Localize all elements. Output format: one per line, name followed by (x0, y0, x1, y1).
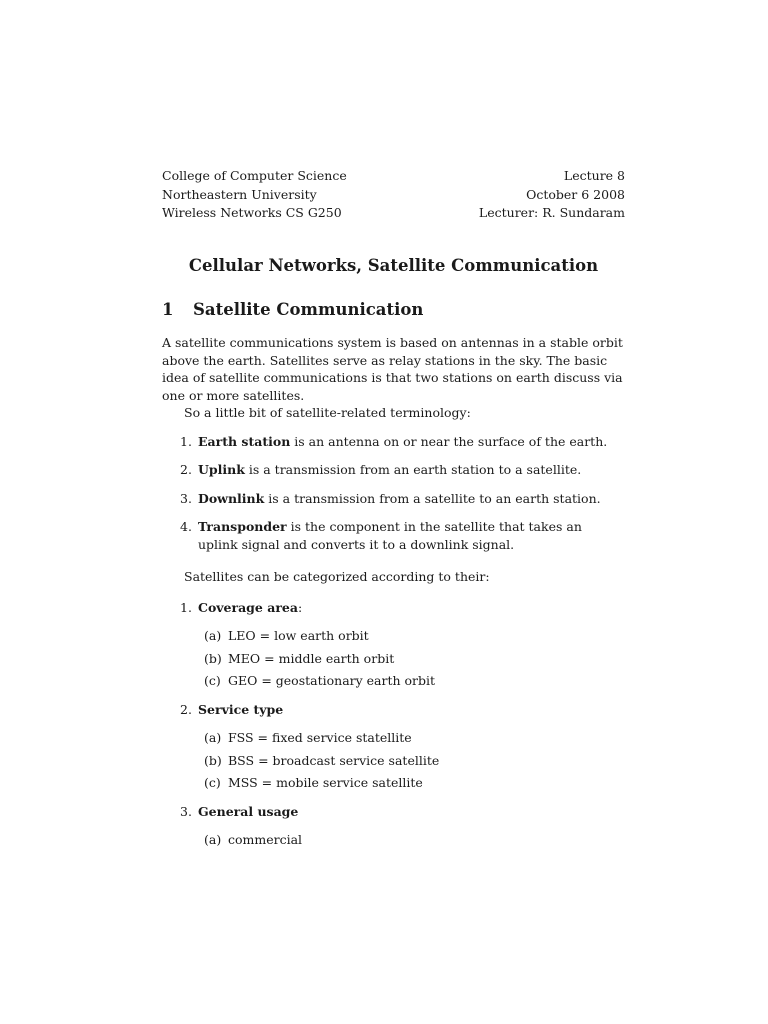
lecture-header (162, 167, 625, 223)
category-item (162, 701, 625, 792)
header-university: Northeastern University (162, 186, 317, 202)
sublist-marker: (b) (204, 650, 222, 666)
term-definition: is an antenna on or near the surface of the earth. (290, 433, 608, 449)
sublist-text: FSS = fixed service statellite (228, 730, 412, 745)
category-label: Service type (198, 701, 284, 717)
header-college: College of Computer Science (162, 168, 347, 183)
list-item (162, 518, 625, 553)
category-item (162, 803, 625, 849)
coverage-area-sublist (198, 627, 625, 690)
list-marker: 3. (180, 490, 192, 506)
sublist-text: BSS = broadcast service satellite (228, 752, 440, 768)
header-lecture-number: Lecture 8 (563, 168, 625, 183)
term-definition: is a transmission from a satellite to an earth station. (264, 490, 601, 506)
header-lecturer: Lecturer: R. Sundaram (478, 205, 625, 220)
list-marker: 4. (180, 519, 192, 534)
term-label: Earth station (198, 433, 291, 449)
list-marker: 3. (180, 803, 192, 819)
sublist-marker: (a) (204, 730, 222, 745)
sublist-text: MSS = mobile service satellite (228, 775, 423, 790)
sublist-text: GEO = geostationary earth orbit (228, 673, 436, 688)
term-definition: is a transmission from an earth station to a satellite. (244, 462, 582, 477)
section-heading (162, 299, 625, 321)
terminology-list (162, 433, 625, 554)
terminology-intro: So a little bit of satellite-related terminology: (184, 405, 471, 420)
sublist-marker: (c) (204, 673, 221, 688)
header-right (479, 167, 625, 223)
sublist-text: commercial (228, 832, 303, 847)
sublist-item (162, 774, 625, 792)
category-label: Coverage area (198, 599, 298, 615)
list-marker: 2. (180, 701, 192, 717)
term-definition: is the component in the satellite that takes an uplink signal and converts it to a downlink signal. (198, 519, 582, 552)
document-title: Cellular Networks, Satellite Communication (188, 256, 599, 275)
intro-paragraph: A satellite communications system is based on antennas in a stable orbit above the earth. Satellites serve as relay stations in the sky. The basic idea of satellite communications is that two stations on earth discuss via one or more satellites. (162, 335, 623, 403)
header-date: October 6 2008 (526, 186, 625, 202)
section-title: Satellite Communication (193, 300, 424, 319)
header-left (162, 167, 347, 223)
sublist-item (162, 627, 625, 645)
section-number: 1 (162, 300, 174, 319)
sublist-item (162, 650, 625, 668)
category-item (162, 599, 625, 690)
general-usage-sublist (198, 831, 625, 849)
sublist-text: MEO = middle earth orbit (228, 650, 395, 666)
service-type-sublist (198, 729, 625, 792)
category-suffix: : (297, 599, 303, 615)
sublist-item (162, 729, 625, 747)
term-label: Uplink (198, 462, 245, 477)
sublist-marker: (a) (204, 832, 222, 847)
term-label: Downlink (198, 490, 265, 506)
sublist-text: LEO = low earth orbit (228, 628, 369, 643)
document-page (162, 0, 625, 1024)
list-marker: 1. (180, 433, 192, 449)
sublist-item (162, 752, 625, 770)
list-marker: 2. (180, 462, 192, 477)
list-marker: 1. (180, 599, 192, 615)
categories-intro: Satellites can be categorized according to their: (184, 569, 490, 584)
list-item (162, 490, 625, 508)
sublist-marker: (b) (204, 752, 222, 768)
sublist-item (162, 831, 625, 849)
list-item (162, 433, 625, 451)
sublist-marker: (c) (204, 775, 221, 790)
document-body (162, 334, 625, 849)
header-course: Wireless Networks CS G250 (162, 205, 342, 220)
sublist-marker: (a) (204, 628, 222, 643)
term-label: Transponder (198, 519, 287, 534)
categories-list (162, 599, 625, 849)
category-label: General usage (198, 803, 299, 819)
sublist-item (162, 672, 625, 690)
list-item (162, 461, 625, 479)
